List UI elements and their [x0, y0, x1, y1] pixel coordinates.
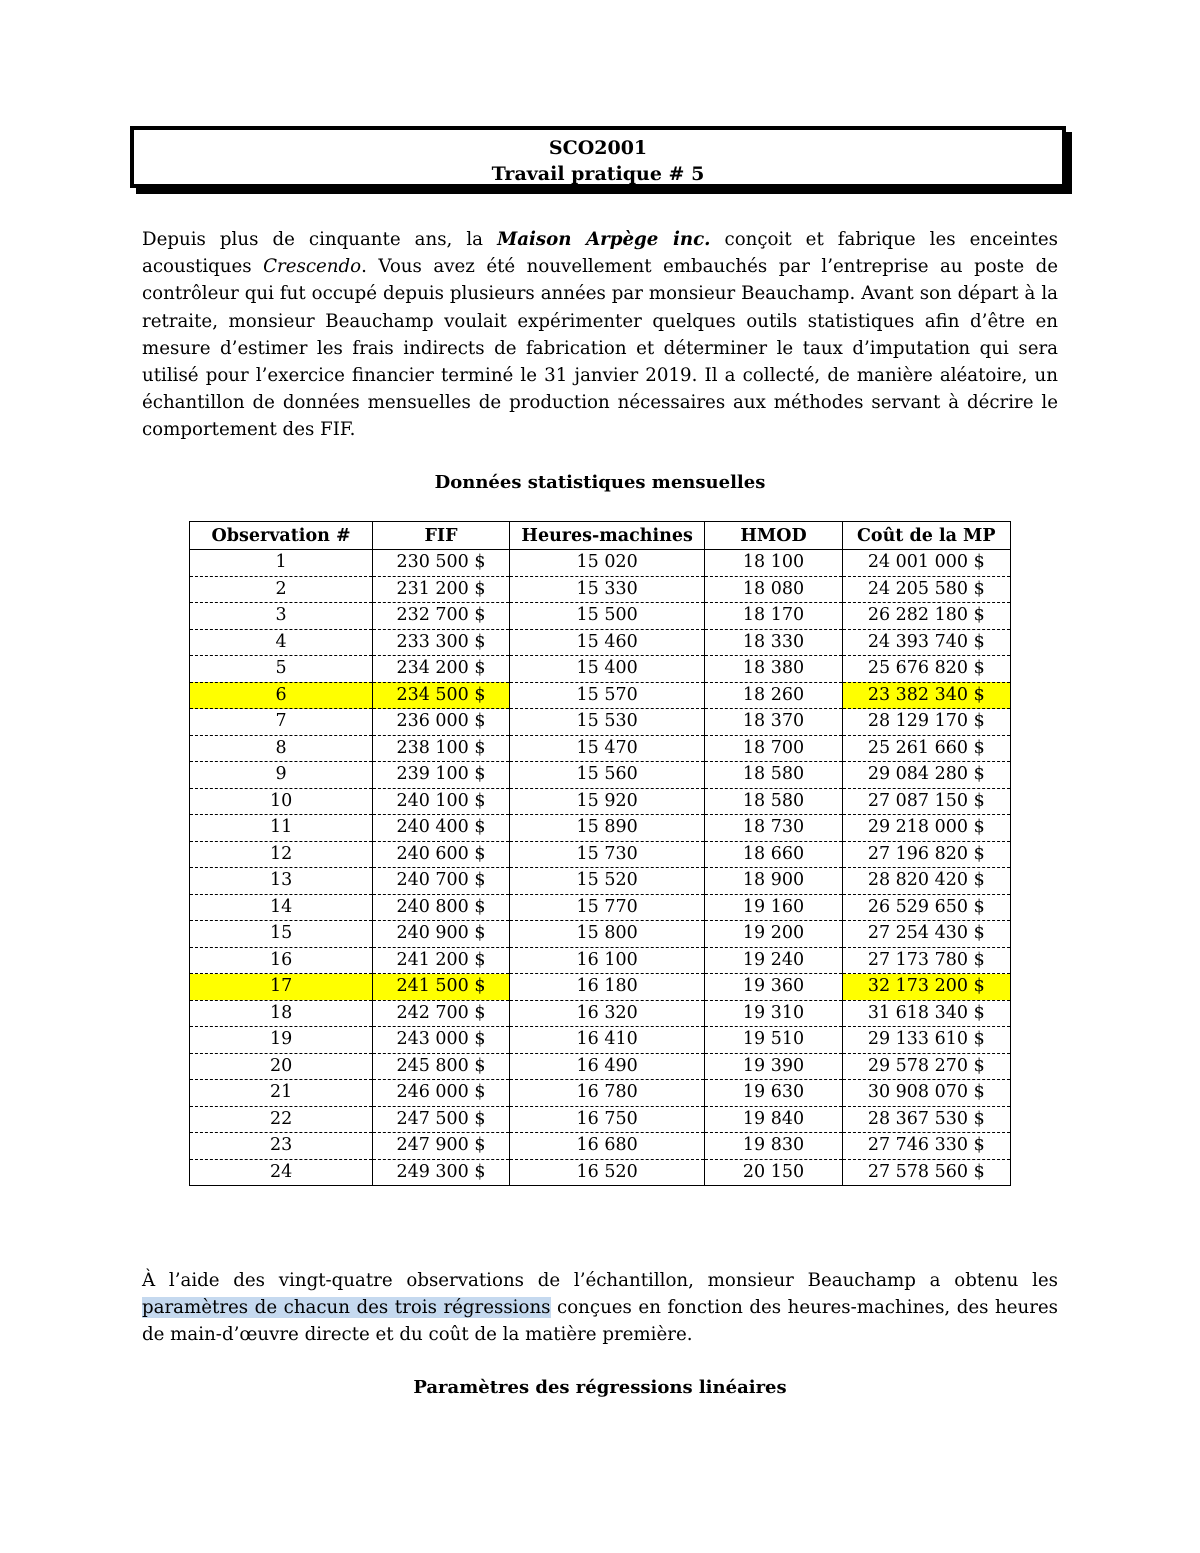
cell-heures-machines: 16 100	[509, 947, 705, 974]
cell-cout-mp: 28 367 530 $	[842, 1106, 1010, 1133]
cell-observation: 14	[190, 894, 373, 921]
table-row	[190, 603, 1011, 630]
cell-heures-machines: 15 570	[509, 682, 705, 709]
cell-hmod: 20 150	[705, 1159, 842, 1186]
cell-heures-machines: 16 680	[509, 1133, 705, 1160]
cell-heures-machines: 15 460	[509, 629, 705, 656]
cell-observation: 1	[190, 550, 373, 577]
cell-cout-mp: 31 618 340 $	[842, 1000, 1010, 1027]
table-row	[190, 682, 1011, 709]
closing-text-1: À l’aide des vingt-quatre observations de l’échantillon, monsieur Beauchamp a obtenu les	[142, 1270, 1058, 1291]
cell-hmod: 18 370	[705, 709, 842, 736]
cell-cout-mp: 26 529 650 $	[842, 894, 1010, 921]
cell-observation: 7	[190, 709, 373, 736]
cell-fif: 231 200 $	[373, 576, 510, 603]
cell-heures-machines: 15 470	[509, 735, 705, 762]
cell-fif: 240 700 $	[373, 868, 510, 895]
cell-heures-machines: 15 520	[509, 868, 705, 895]
cell-fif: 230 500 $	[373, 550, 510, 577]
course-code: SCO2001	[548, 137, 648, 159]
cell-fif: 247 900 $	[373, 1133, 510, 1160]
cell-observation: 3	[190, 603, 373, 630]
cell-observation: 20	[190, 1053, 373, 1080]
cell-heures-machines: 16 320	[509, 1000, 705, 1027]
cell-cout-mp: 29 578 270 $	[842, 1053, 1010, 1080]
cell-cout-mp: 29 218 000 $	[842, 815, 1010, 842]
cell-hmod: 19 830	[705, 1133, 842, 1160]
intro-text-1: Depuis plus de cinquante ans, la	[142, 229, 498, 250]
cell-heures-machines: 16 780	[509, 1080, 705, 1107]
cell-fif: 240 100 $	[373, 788, 510, 815]
cell-hmod: 18 660	[705, 841, 842, 868]
table-row	[190, 788, 1011, 815]
cell-heures-machines: 16 410	[509, 1027, 705, 1054]
cell-hmod: 19 840	[705, 1106, 842, 1133]
cell-fif: 234 500 $	[373, 682, 510, 709]
cell-fif: 245 800 $	[373, 1053, 510, 1080]
cell-cout-mp: 29 133 610 $	[842, 1027, 1010, 1054]
cell-cout-mp: 24 205 580 $	[842, 576, 1010, 603]
table-header-row	[190, 522, 1011, 550]
cell-hmod: 18 700	[705, 735, 842, 762]
cell-observation: 17	[190, 974, 373, 1001]
cell-fif: 241 500 $	[373, 974, 510, 1001]
cell-hmod: 18 100	[705, 550, 842, 577]
cell-observation: 21	[190, 1080, 373, 1107]
cell-cout-mp: 30 908 070 $	[842, 1080, 1010, 1107]
cell-cout-mp: 27 578 560 $	[842, 1159, 1010, 1186]
cell-hmod: 18 580	[705, 762, 842, 789]
header-hmod: HMOD	[705, 522, 842, 550]
header-fif: FIF	[373, 522, 510, 550]
cell-fif: 234 200 $	[373, 656, 510, 683]
stats-section-title: Données statistiques mensuelles	[434, 472, 766, 493]
cell-cout-mp: 28 820 420 $	[842, 868, 1010, 895]
cell-hmod: 18 380	[705, 656, 842, 683]
cell-heures-machines: 15 730	[509, 841, 705, 868]
cell-fif: 249 300 $	[373, 1159, 510, 1186]
table-row	[190, 894, 1011, 921]
cell-fif: 232 700 $	[373, 603, 510, 630]
regression-section-title: Paramètres des régressions linéaires	[413, 1377, 787, 1398]
title-box	[130, 126, 1066, 188]
table-row	[190, 1080, 1011, 1107]
cell-observation: 16	[190, 947, 373, 974]
table-row	[190, 1106, 1011, 1133]
table-row	[190, 576, 1011, 603]
table-row	[190, 1000, 1011, 1027]
table-row	[190, 1027, 1011, 1054]
table-row	[190, 921, 1011, 948]
stats-table	[189, 521, 1011, 1186]
cell-cout-mp: 27 087 150 $	[842, 788, 1010, 815]
cell-observation: 24	[190, 1159, 373, 1186]
closing-text-2: conçues en fonction des heures-machines, des heures de main-d’œuvre directe et du coût de la matière première.	[142, 1297, 1058, 1346]
table-row	[190, 629, 1011, 656]
header-observation: Observation #	[190, 522, 373, 550]
cell-fif: 239 100 $	[373, 762, 510, 789]
cell-heures-machines: 15 330	[509, 576, 705, 603]
cell-fif: 240 400 $	[373, 815, 510, 842]
cell-cout-mp: 32 173 200 $	[842, 974, 1010, 1001]
cell-cout-mp: 26 282 180 $	[842, 603, 1010, 630]
cell-cout-mp: 27 196 820 $	[842, 841, 1010, 868]
table-row	[190, 841, 1011, 868]
table-row	[190, 656, 1011, 683]
cell-fif: 240 600 $	[373, 841, 510, 868]
cell-fif: 243 000 $	[373, 1027, 510, 1054]
cell-heures-machines: 15 560	[509, 762, 705, 789]
cell-observation: 18	[190, 1000, 373, 1027]
cell-hmod: 19 510	[705, 1027, 842, 1054]
cell-hmod: 19 360	[705, 974, 842, 1001]
cell-heures-machines: 15 890	[509, 815, 705, 842]
cell-hmod: 18 260	[705, 682, 842, 709]
cell-heures-machines: 16 490	[509, 1053, 705, 1080]
cell-heures-machines: 15 530	[509, 709, 705, 736]
intro-paragraph	[142, 226, 1058, 444]
table-row	[190, 947, 1011, 974]
cell-fif: 241 200 $	[373, 947, 510, 974]
product-name: Crescendo	[263, 256, 362, 278]
cell-hmod: 19 630	[705, 1080, 842, 1107]
cell-hmod: 18 080	[705, 576, 842, 603]
cell-hmod: 19 240	[705, 947, 842, 974]
cell-cout-mp: 24 393 740 $	[842, 629, 1010, 656]
table-row	[190, 1053, 1011, 1080]
cell-heures-machines: 15 770	[509, 894, 705, 921]
cell-fif: 238 100 $	[373, 735, 510, 762]
cell-cout-mp: 28 129 170 $	[842, 709, 1010, 736]
table-row	[190, 974, 1011, 1001]
cell-fif: 240 900 $	[373, 921, 510, 948]
cell-heures-machines: 15 800	[509, 921, 705, 948]
table-row	[190, 709, 1011, 736]
cell-observation: 19	[190, 1027, 373, 1054]
cell-hmod: 19 200	[705, 921, 842, 948]
cell-observation: 12	[190, 841, 373, 868]
intro-text-2: conçoit et fabrique les enceintes acoustiques	[142, 229, 1059, 278]
cell-cout-mp: 25 261 660 $	[842, 735, 1010, 762]
cell-hmod: 18 730	[705, 815, 842, 842]
table-row	[190, 815, 1011, 842]
cell-observation: 13	[190, 868, 373, 895]
cell-fif: 242 700 $	[373, 1000, 510, 1027]
cell-heures-machines: 15 020	[509, 550, 705, 577]
cell-observation: 22	[190, 1106, 373, 1133]
cell-cout-mp: 23 382 340 $	[842, 682, 1010, 709]
assignment-title: Travail pratique # 5	[491, 163, 705, 185]
cell-heures-machines: 16 750	[509, 1106, 705, 1133]
cell-observation: 4	[190, 629, 373, 656]
cell-heures-machines: 16 520	[509, 1159, 705, 1186]
cell-cout-mp: 24 001 000 $	[842, 550, 1010, 577]
table-row	[190, 762, 1011, 789]
cell-cout-mp: 27 746 330 $	[842, 1133, 1010, 1160]
cell-hmod: 19 390	[705, 1053, 842, 1080]
closing-paragraph	[142, 1267, 1058, 1349]
cell-hmod: 18 330	[705, 629, 842, 656]
table-row	[190, 550, 1011, 577]
cell-hmod: 19 310	[705, 1000, 842, 1027]
cell-hmod: 18 900	[705, 868, 842, 895]
table-row	[190, 735, 1011, 762]
cell-heures-machines: 15 500	[509, 603, 705, 630]
cell-cout-mp: 27 173 780 $	[842, 947, 1010, 974]
cell-hmod: 18 580	[705, 788, 842, 815]
table-row	[190, 1133, 1011, 1160]
cell-fif: 247 500 $	[373, 1106, 510, 1133]
cell-heures-machines: 15 400	[509, 656, 705, 683]
cell-observation: 23	[190, 1133, 373, 1160]
cell-observation: 11	[190, 815, 373, 842]
cell-hmod: 19 160	[705, 894, 842, 921]
header-cout-mp: Coût de la MP	[842, 522, 1010, 550]
company-name: Maison Arpège inc.	[497, 229, 711, 250]
cell-fif: 240 800 $	[373, 894, 510, 921]
cell-fif: 233 300 $	[373, 629, 510, 656]
cell-observation: 10	[190, 788, 373, 815]
cell-observation: 2	[190, 576, 373, 603]
cell-fif: 246 000 $	[373, 1080, 510, 1107]
intro-text-3: . Vous avez été nouvellement embauchés par l’entreprise au poste de contrôleur qui fut occupé depuis plusieurs années par monsieur Beauchamp. Avant son départ à la retraite, monsieur Beauchamp voulait expérimenter quelques outils statistiques afin d’être en mesure d’estimer les frais indirects de fabrication et déterminer le taux d’imputation qui sera utilisé pour l’exercice financier terminé le 31 janvier 2019. Il a collecté, de manière aléatoire, un échantillon de données mensuelles de production nécessaires aux méthodes servant à décrire le comportement des FIF.	[142, 256, 1059, 441]
cell-heures-machines: 16 180	[509, 974, 705, 1001]
table-row	[190, 868, 1011, 895]
cell-observation: 15	[190, 921, 373, 948]
cell-observation: 8	[190, 735, 373, 762]
cell-observation: 6	[190, 682, 373, 709]
cell-heures-machines: 15 920	[509, 788, 705, 815]
header-heures-machines: Heures-machines	[509, 522, 705, 550]
cell-cout-mp: 27 254 430 $	[842, 921, 1010, 948]
table-row	[190, 1159, 1011, 1186]
cell-observation: 5	[190, 656, 373, 683]
selected-text[interactable]: paramètres de chacun des trois régressions	[142, 1297, 551, 1319]
cell-cout-mp: 29 084 280 $	[842, 762, 1010, 789]
cell-cout-mp: 25 676 820 $	[842, 656, 1010, 683]
cell-observation: 9	[190, 762, 373, 789]
cell-hmod: 18 170	[705, 603, 842, 630]
cell-fif: 236 000 $	[373, 709, 510, 736]
